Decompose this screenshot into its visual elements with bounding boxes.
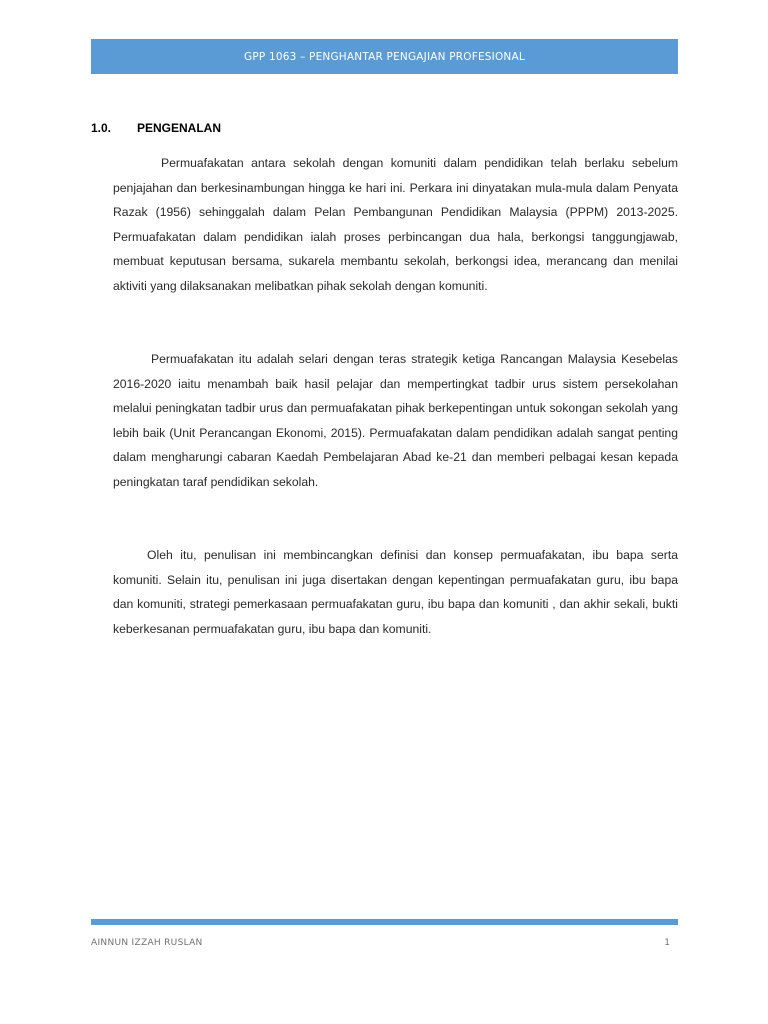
footer-page-number: 1 (664, 938, 670, 948)
paragraph-3: Oleh itu, penulisan ini membincangkan definisi dan konsep permuafakatan, ibu bapa serta komuniti. Selain itu, penulisan ini juga disertakan dengan kepentingan permuafakatan guru, ibu bapa dan komuniti, strategi pemerkasaan permuafakatan guru, ibu bapa dan komuniti , dan akhir sekali, bukti keberkesanan permuafakatan guru, ibu bapa dan komuniti. (113, 548, 678, 636)
page-header-bar (91, 39, 678, 74)
footer-author: AINNUN IZZAH RUSLAN (91, 938, 203, 948)
paragraph-2-block (113, 347, 678, 494)
section-number: 1.0. (91, 121, 112, 135)
paragraph-2: Permuafakatan itu adalah selari dengan teras strategik ketiga Rancangan Malaysia Kesebelas 2016-2020 iaitu menambah baik hasil pelajar dan mempertingkat tadbir urus sistem persekolahan melalui peningkatan tadbir urus dan permuafakatan pihak berkepentingan untuk sokongan sekolah yang lebih baik (Unit Perancangan Ekonomi, 2015). Permuafakatan dalam pendidikan adalah sangat penting dalam mengharungi cabaran Kaedah Pembelajaran Abad ke-21 dan memberi pelbagai kesan kepada peningkatan taraf pendidikan sekolah. (113, 352, 678, 489)
paragraph-1-block (113, 151, 678, 298)
paragraph-3-block (113, 543, 678, 641)
paragraph-1: Permuafakatan antara sekolah dengan komuniti dalam pendidikan telah berlaku sebelum penjajahan dan berkesinambungan hingga ke hari ini. Perkara ini dinyatakan mula-mula dalam Penyata Razak (1956) sehinggalah dalam Pelan Pembangunan Pendidikan Malaysia (PPPM) 2013-2025. Permuafakatan dalam pendidikan ialah proses perbincangan dua hala, berkongsi tanggungjawab, membuat keputusan bersama, sukarela membantu sekolah, berkongsi idea, merancang dan menilai aktiviti yang dilaksanakan melibatkan pihak sekolah dengan komuniti. (113, 156, 678, 293)
footer-divider (91, 919, 678, 925)
section-heading (91, 121, 221, 135)
header-title: GPP 1063 – PENGHANTAR PENGAJIAN PROFESIONAL (244, 50, 525, 63)
section-title: PENGENALAN (137, 121, 222, 135)
